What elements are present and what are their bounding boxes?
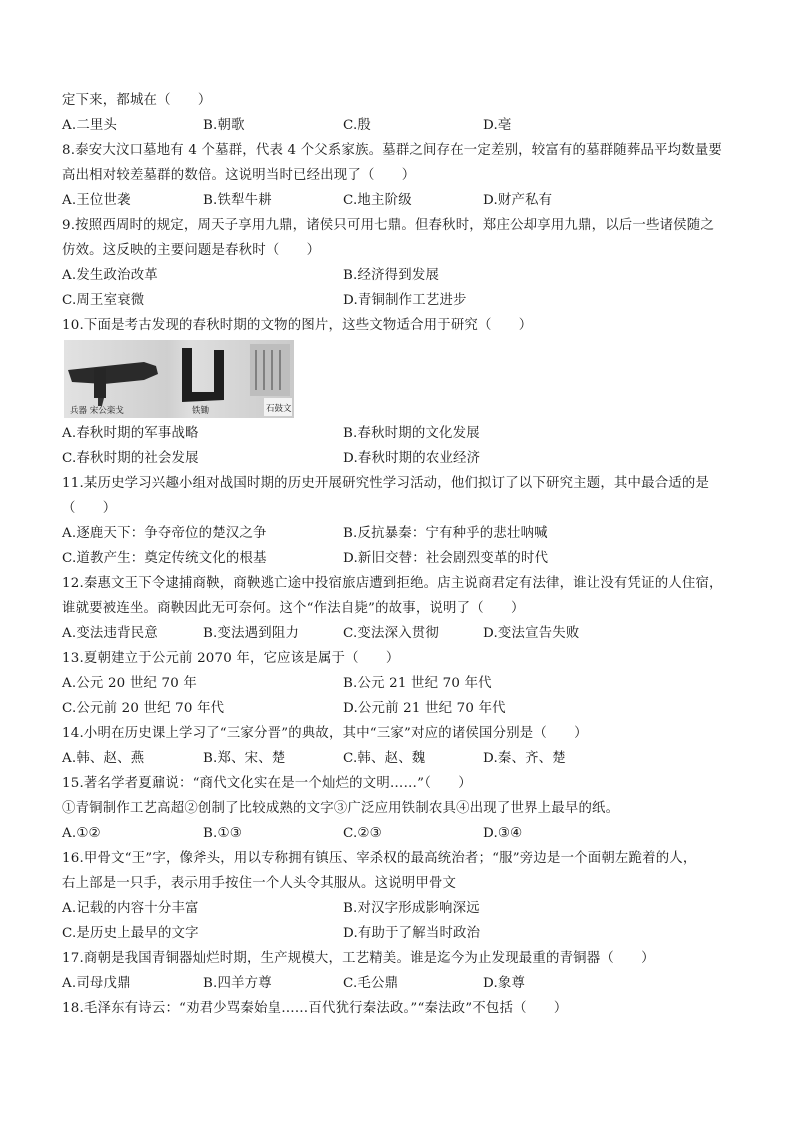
option-c: C.道教产生：奠定传统文化的根基: [62, 551, 267, 566]
question-17-text: 17.商朝是我国青铜器灿烂时期，生产规模大，工艺精美。谁是迄今为止发现最重的青铜器（ ）: [62, 951, 655, 966]
caption-ge: 兵器 宋公栾戈: [70, 406, 124, 416]
caption-hoe: 铁锄: [192, 406, 210, 416]
option-d: D.春秋时期的农业经济: [343, 451, 481, 466]
option-a: A.二里头: [62, 118, 118, 133]
question-13-text: 13.夏朝建立于公元前 2070 年，它应该是属于（ ）: [62, 651, 400, 666]
question-11-text-2: （ ）: [62, 501, 117, 516]
option-a: A.司母戊鼎: [62, 976, 131, 991]
option-c: C.是历史上最早的文字: [62, 926, 199, 941]
question-15-text: 15.著名学者夏鼐说：“商代文化实在是一个灿烂的文明……”（ ）: [62, 776, 472, 791]
question-18-text: 18.毛泽东有诗云：“劝君少骂秦始皇……百代犹行秦法政。”“秦法政”不包括（ ）: [62, 1001, 568, 1016]
option-d: D.③④: [483, 826, 523, 841]
option-a: A.春秋时期的军事战略: [62, 426, 199, 441]
option-b: B.公元 21 世纪 70 年代: [343, 676, 492, 691]
option-a: A.公元 20 世纪 70 年: [62, 676, 197, 691]
option-a: A.逐鹿天下：争夺帝位的楚汉之争: [62, 526, 267, 541]
option-a: A.记载的内容十分丰富: [62, 901, 199, 916]
option-c: C.殷: [343, 118, 372, 133]
option-a: A.发生政治改革: [62, 268, 158, 283]
question-12-text-2: 谁就要被连坐。商鞅因此无可奈何。这个“作法自毙”的故事，说明了（ ）: [62, 601, 525, 616]
option-c: C.春秋时期的社会发展: [62, 451, 199, 466]
option-a: A.变法违背民意: [62, 626, 158, 641]
option-b: B.①③: [203, 826, 242, 841]
option-c: C.公元前 20 世纪 70 年代: [62, 701, 225, 716]
caption-stone-drum: 石鼓文: [266, 404, 292, 414]
option-b: B.朝歌: [203, 118, 245, 133]
option-d: D.青铜制作工艺进步: [343, 293, 467, 308]
option-b: B.反抗暴秦：宁有种乎的悲壮呐喊: [343, 526, 548, 541]
option-d: D.象尊: [483, 976, 526, 991]
option-b: B.对汉字形成影响深远: [343, 901, 480, 916]
question-9-text: 9.按照西周时的规定，周天子享用九鼎，诸侯只可用七鼎。但春秋时，郑庄公却享用九鼎，以后一些诸侯随之: [62, 218, 714, 233]
option-b: B.变法遇到阻力: [203, 626, 300, 641]
option-c: C.毛公鼎: [343, 976, 399, 991]
option-d: D.新旧交替：社会剧烈变革的时代: [343, 551, 549, 566]
option-b: B.铁犁牛耕: [203, 193, 272, 208]
option-a: A.①②: [62, 826, 101, 841]
option-c: C.地主阶级: [343, 193, 412, 208]
option-c: C.②③: [343, 826, 382, 841]
question-11-text: 11.某历史学习兴趣小组对战国时期的历史开展研究性学习活动，他们拟订了以下研究主题，其中最合适的是: [62, 476, 710, 491]
question-10-text: 10.下面是考古发现的春秋时期的文物的图片，这些文物适合用于研究（ ）: [62, 318, 533, 333]
option-d: D.有助于了解当时政治: [343, 926, 481, 941]
question-12-text: 12.秦惠文王下令逮捕商鞅，商鞅逃亡途中投宿旅店遭到拒绝。店主说商君定有法律，谁让没有凭证的人住宿，: [62, 576, 723, 591]
option-b: B.春秋时期的文化发展: [343, 426, 480, 441]
option-a: A.韩、赵、燕: [62, 751, 145, 766]
question-14-text: 14.小明在历史课上学习了“三家分晋”的典故，其中“三家”对应的诸侯国分别是（ ）: [62, 726, 588, 741]
question-15-text-2: ①青铜制作工艺高超②创制了比较成熟的文字③广泛应用铁制农具④出现了世界上最早的纸。: [62, 801, 620, 816]
question-8-text: 8.泰安大汶口墓地有 4 个墓群，代表 4 个父系家族。墓群之间存在一定差别，较富有的墓群随葬品平均数量要: [62, 143, 723, 158]
option-d: D.变法宣告失败: [483, 626, 580, 641]
option-b: B.郑、宋、楚: [203, 751, 286, 766]
option-d: D.公元前 21 世纪 70 年代: [343, 701, 506, 716]
option-c: C.变法深入贯彻: [343, 626, 439, 641]
option-d: D.财产私有: [483, 193, 553, 208]
question-9-text-2: 仿效。这反映的主要问题是春秋时（ ）: [62, 243, 321, 258]
option-a: A.王位世袭: [62, 193, 131, 208]
option-c: C.周王室衰微: [62, 293, 145, 308]
option-b: B.经济得到发展: [343, 268, 440, 283]
option-c: C.韩、赵、魏: [343, 751, 426, 766]
artifact-photo: [64, 340, 294, 418]
option-b: B.四羊方尊: [203, 976, 272, 991]
option-d: D.秦、齐、楚: [483, 751, 566, 766]
question-text: 定下来，都城在（ ）: [62, 93, 212, 108]
option-d: D.亳: [483, 118, 512, 133]
question-16-text-2: 右上部是一只手，表示用手按住一个人头令其服从。这说明甲骨文: [62, 876, 457, 891]
question-16-text: 16.甲骨文“王”字，像斧头，用以专称拥有镇压、宰杀权的最高统治者；“服”旁边是一个面朝左跪着的人，: [62, 851, 697, 866]
question-8-text-2: 高出相对较差墓群的数倍。这说明当时已经出现了（ ）: [62, 168, 416, 183]
